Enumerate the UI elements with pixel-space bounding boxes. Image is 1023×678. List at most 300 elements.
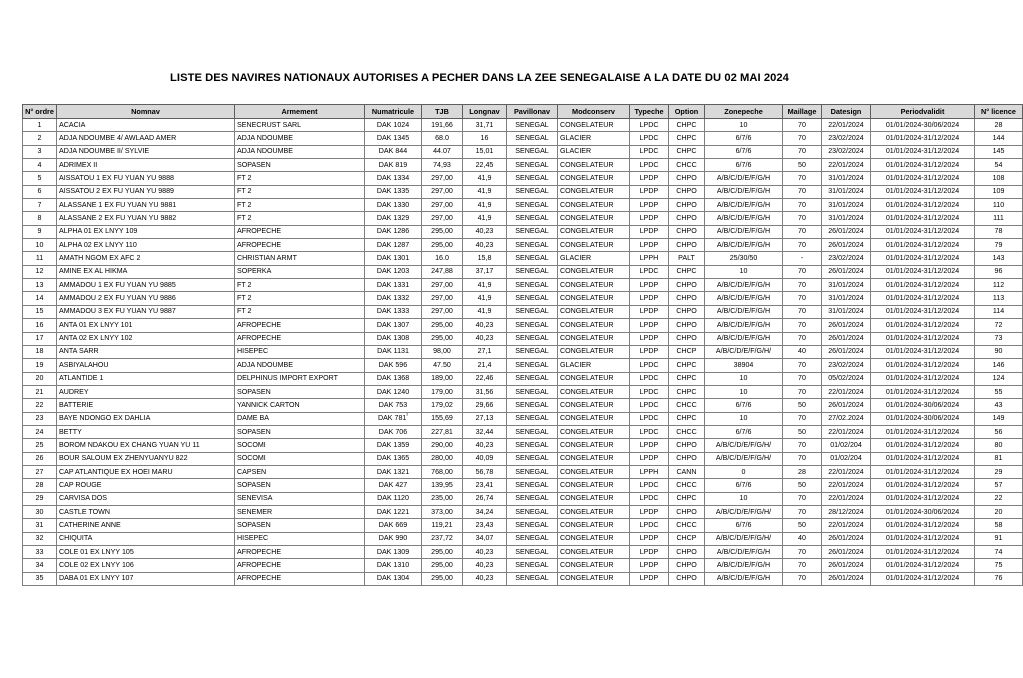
cell-col-licence: 108 xyxy=(975,172,1023,185)
cell-col-typeche: LPDC xyxy=(630,265,669,278)
cell-col-numatricule: DAK 706 xyxy=(365,425,422,438)
cell-col-licence: 110 xyxy=(975,199,1023,212)
cell-col-datesign: 22/01/2024 xyxy=(822,479,871,492)
cell-col-option: CHPC xyxy=(669,145,705,158)
cell-col-datesign: 27/02.2024 xyxy=(822,412,871,425)
cell-col-maillage: 70 xyxy=(783,385,822,398)
cell-col-licence: 91 xyxy=(975,532,1023,545)
cell-col-pavillonav: SENEGAL xyxy=(507,119,558,132)
cell-col-modconserv: CONGELATEUR xyxy=(558,265,630,278)
cell-col-longnav: 40,09 xyxy=(463,452,507,465)
cell-col-pavillonav: SENEGAL xyxy=(507,412,558,425)
cell-col-modconserv: CONGELATEUR xyxy=(558,519,630,532)
cell-col-longnav: 40,23 xyxy=(463,572,507,585)
cell-col-numatricule: DAK 669 xyxy=(365,519,422,532)
cell-col-licence: 114 xyxy=(975,305,1023,318)
cell-col-licence: 112 xyxy=(975,279,1023,292)
cell-col-numatricule: DAK 1221 xyxy=(365,505,422,518)
cell-col-nomnav: AMINE EX AL HIKMA xyxy=(57,265,235,278)
cell-col-pavillonav: SENEGAL xyxy=(507,559,558,572)
cell-col-modconserv: CONGELATEUR xyxy=(558,279,630,292)
cell-col-longnav: 34,24 xyxy=(463,505,507,518)
cell-col-longnav: 56,78 xyxy=(463,465,507,478)
cell-col-longnav: 41,9 xyxy=(463,172,507,185)
cell-col-pavillonav: SENEGAL xyxy=(507,225,558,238)
cell-col-licence: 74 xyxy=(975,546,1023,559)
cell-col-maillage: 70 xyxy=(783,319,822,332)
table-row xyxy=(23,119,1023,132)
cell-col-datesign: 31/01/2024 xyxy=(822,172,871,185)
cell-col-tjb: 47.50 xyxy=(422,359,463,372)
cell-col-ordre: 21 xyxy=(23,385,57,398)
cell-col-datesign: 26/01/2024 xyxy=(822,546,871,559)
cell-col-modconserv: CONGELATEUR xyxy=(558,385,630,398)
cell-col-armement: DAME BA xyxy=(235,412,365,425)
cell-col-pavillonav: SENEGAL xyxy=(507,159,558,172)
cell-col-typeche: LPDC xyxy=(630,119,669,132)
cell-col-numatricule: DAK 1131 xyxy=(365,345,422,358)
cell-col-pavillonav: SENEGAL xyxy=(507,265,558,278)
cell-col-numatricule: DAK 1240 xyxy=(365,385,422,398)
cell-col-datesign: 23/02/2024 xyxy=(822,359,871,372)
cell-col-zonepeche: 6/7/6 xyxy=(705,132,783,145)
cell-col-periodvalidit: 01/01/2024-31/12/2024 xyxy=(871,212,975,225)
cell-col-zonepeche: 0 xyxy=(705,465,783,478)
cell-col-pavillonav: SENEGAL xyxy=(507,199,558,212)
cell-col-option: CHCP xyxy=(669,345,705,358)
cell-col-tjb: 16.0 xyxy=(422,252,463,265)
cell-col-licence: 144 xyxy=(975,132,1023,145)
cell-col-pavillonav: SENEGAL xyxy=(507,385,558,398)
cell-col-option: CHPO xyxy=(669,199,705,212)
cell-col-periodvalidit: 01/01/2024-31/12/2024 xyxy=(871,145,975,158)
table-row xyxy=(23,572,1023,585)
cell-col-periodvalidit: 01/01/2024-31/12/2024 xyxy=(871,225,975,238)
cell-col-numatricule: DAK 1329 xyxy=(365,212,422,225)
cell-col-armement: SOPERKA xyxy=(235,265,365,278)
cell-col-modconserv: CONGELATEUR xyxy=(558,119,630,132)
cell-col-option: CHPO xyxy=(669,185,705,198)
cell-col-option: CHPC xyxy=(669,412,705,425)
cell-col-option: CHPC xyxy=(669,359,705,372)
cell-col-tjb: 179,00 xyxy=(422,385,463,398)
cell-col-nomnav: COLE 02 EX LNYY 106 xyxy=(57,559,235,572)
cell-col-nomnav: ALASSANE 2 EX FU YUAN YU 9882 xyxy=(57,212,235,225)
cell-col-option: CHCC xyxy=(669,159,705,172)
cell-col-tjb: 295,00 xyxy=(422,239,463,252)
cell-col-pavillonav: SENEGAL xyxy=(507,132,558,145)
cell-col-typeche: LPDC xyxy=(630,372,669,385)
cell-col-option: PALT xyxy=(669,252,705,265)
cell-col-typeche: LPDP xyxy=(630,279,669,292)
cell-col-ordre: 28 xyxy=(23,479,57,492)
cell-col-nomnav: ATLANTIDE 1 xyxy=(57,372,235,385)
cell-col-option: CHPO xyxy=(669,546,705,559)
table-header-col-maillage[interactable]: Maillage xyxy=(783,105,822,119)
cell-col-datesign: 22/01/2024 xyxy=(822,465,871,478)
table-row xyxy=(23,519,1023,532)
cell-col-maillage: 70 xyxy=(783,292,822,305)
cell-col-numatricule: DAK 819 xyxy=(365,159,422,172)
cell-col-maillage: 70 xyxy=(783,279,822,292)
cell-col-armement: CHRISTIAN ARMT xyxy=(235,252,365,265)
cell-col-tjb: 189,00 xyxy=(422,372,463,385)
table-header-col-periodvalidit[interactable]: Periodvalidit xyxy=(871,105,975,119)
cell-col-zonepeche: 6/7/6 xyxy=(705,399,783,412)
cell-col-licence: 73 xyxy=(975,332,1023,345)
cell-col-longnav: 31,56 xyxy=(463,385,507,398)
cell-col-longnav: 31,71 xyxy=(463,119,507,132)
cell-col-option: CHPC xyxy=(669,132,705,145)
cell-col-tjb: 179,02 xyxy=(422,399,463,412)
cell-col-nomnav: ACACIA xyxy=(57,119,235,132)
cell-col-periodvalidit: 01/01/2024-31/12/2024 xyxy=(871,159,975,172)
cell-col-periodvalidit: 01/01/2024-31/12/2024 xyxy=(871,292,975,305)
cell-col-maillage: 70 xyxy=(783,546,822,559)
cell-col-typeche: LPDP xyxy=(630,559,669,572)
cell-col-numatricule: DAK 1368 xyxy=(365,372,422,385)
cell-col-nomnav: AUDREY xyxy=(57,385,235,398)
cell-col-ordre: 29 xyxy=(23,492,57,505)
cell-col-ordre: 31 xyxy=(23,519,57,532)
table-header-col-pavillonav[interactable]: Pavillonav xyxy=(507,105,558,119)
cell-col-modconserv: CONGELATEUR xyxy=(558,572,630,585)
table-header-col-ordre[interactable]: N° ordre xyxy=(23,105,57,119)
cell-col-option: CHPC xyxy=(669,372,705,385)
cell-col-ordre: 4 xyxy=(23,159,57,172)
cell-col-datesign: 26/01/2024 xyxy=(822,319,871,332)
cell-col-licence: 113 xyxy=(975,292,1023,305)
cell-col-modconserv: CONGELATEUR xyxy=(558,372,630,385)
cell-col-numatricule: DAK 1331 xyxy=(365,279,422,292)
cell-col-armement: FT 2 xyxy=(235,292,365,305)
cell-col-option: CHPO xyxy=(669,292,705,305)
cell-col-armement: AFROPECHE xyxy=(235,546,365,559)
cell-col-pavillonav: SENEGAL xyxy=(507,239,558,252)
cell-col-maillage: 28 xyxy=(783,465,822,478)
cell-col-datesign: 23/02/2024 xyxy=(822,132,871,145)
cell-col-periodvalidit: 01/01/2024-31/12/2024 xyxy=(871,492,975,505)
cell-col-typeche: LPPH xyxy=(630,252,669,265)
cell-col-ordre: 8 xyxy=(23,212,57,225)
table-row xyxy=(23,505,1023,518)
cell-col-pavillonav: SENEGAL xyxy=(507,185,558,198)
cell-col-zonepeche: A/B/C/D/E/F/G/H xyxy=(705,546,783,559)
cell-col-tjb: 139,95 xyxy=(422,479,463,492)
cell-col-typeche: LPDC xyxy=(630,479,669,492)
cell-col-tjb: 295,00 xyxy=(422,332,463,345)
cell-col-licence: 22 xyxy=(975,492,1023,505)
table-row xyxy=(23,492,1023,505)
cell-col-periodvalidit: 01/01/2024-31/12/2024 xyxy=(871,265,975,278)
cell-col-nomnav: CAP ROUGE xyxy=(57,479,235,492)
cell-col-numatricule: DAK 1359 xyxy=(365,439,422,452)
cell-col-modconserv: CONGELATEUR xyxy=(558,292,630,305)
cell-col-nomnav: ALPHA 02 EX LNYY 110 xyxy=(57,239,235,252)
cell-col-maillage: 50 xyxy=(783,519,822,532)
cell-col-armement: AFROPECHE xyxy=(235,319,365,332)
cell-col-nomnav: BOUR SALOUM EX ZHENYUANYU 822 xyxy=(57,452,235,465)
table-row xyxy=(23,319,1023,332)
cell-col-numatricule: DAK 844 xyxy=(365,145,422,158)
cell-col-armement: ADJA NDOUMBE xyxy=(235,145,365,158)
cell-col-nomnav: COLE 01 EX LNYY 105 xyxy=(57,546,235,559)
cell-col-pavillonav: SENEGAL xyxy=(507,372,558,385)
cell-col-modconserv: CONGELATEUR xyxy=(558,185,630,198)
table-header-col-zonepeche[interactable]: Zonepeche xyxy=(705,105,783,119)
cell-col-licence: 20 xyxy=(975,505,1023,518)
table-row xyxy=(23,425,1023,438)
cell-col-armement: AFROPECHE xyxy=(235,559,365,572)
cell-col-longnav: 16 xyxy=(463,132,507,145)
cell-col-option: CHPO xyxy=(669,332,705,345)
table-header-col-armement[interactable]: Armement xyxy=(235,105,365,119)
cell-col-typeche: LPDC xyxy=(630,425,669,438)
cell-col-datesign: 22/01/2024 xyxy=(822,159,871,172)
cell-col-option: CHPO xyxy=(669,439,705,452)
cell-col-typeche: LPDP xyxy=(630,319,669,332)
cell-col-modconserv: CONGELATEUR xyxy=(558,239,630,252)
cell-col-pavillonav: SENEGAL xyxy=(507,145,558,158)
cell-col-licence: 109 xyxy=(975,185,1023,198)
cell-col-datesign: 31/01/2024 xyxy=(822,305,871,318)
table-body xyxy=(23,119,1023,586)
cell-col-numatricule: DAK 1024 xyxy=(365,119,422,132)
cell-col-longnav: 27,13 xyxy=(463,412,507,425)
cell-col-licence: 124 xyxy=(975,372,1023,385)
cell-col-longnav: 21,4 xyxy=(463,359,507,372)
cell-col-nomnav: ANTA 01 EX LNYY 101 xyxy=(57,319,235,332)
cell-col-licence: 28 xyxy=(975,119,1023,132)
cell-col-maillage: 70 xyxy=(783,332,822,345)
cell-col-pavillonav: SENEGAL xyxy=(507,492,558,505)
cell-col-nomnav: ADJA NDOUMBE II/ SYLVIE xyxy=(57,145,235,158)
cell-col-periodvalidit: 01/01/2024-30/06/2024 xyxy=(871,119,975,132)
cell-col-armement: FT 2 xyxy=(235,172,365,185)
cell-col-zonepeche: A/B/C/D/E/F/G/H xyxy=(705,239,783,252)
cell-col-zonepeche: A/B/C/D/E/F/G/H xyxy=(705,185,783,198)
cell-col-typeche: LPDC xyxy=(630,412,669,425)
cell-col-datesign: 26/01/2024 xyxy=(822,345,871,358)
cell-col-maillage: 70 xyxy=(783,572,822,585)
cell-col-armement: HISEPEC xyxy=(235,345,365,358)
table-row xyxy=(23,212,1023,225)
cell-col-ordre: 30 xyxy=(23,505,57,518)
cell-col-armement: SOPASEN xyxy=(235,425,365,438)
table-row xyxy=(23,199,1023,212)
cell-col-numatricule: DAK 1310 xyxy=(365,559,422,572)
cell-col-option: CHPO xyxy=(669,559,705,572)
cell-col-nomnav: ALASSANE 1 EX FU YUAN YU 9881 xyxy=(57,199,235,212)
vessels-table-container xyxy=(22,104,1016,586)
cell-col-option: CHPO xyxy=(669,279,705,292)
cell-col-licence: 111 xyxy=(975,212,1023,225)
cell-col-maillage: 70 xyxy=(783,185,822,198)
cell-col-maillage: 70 xyxy=(783,212,822,225)
cell-col-modconserv: CONGELATEUR xyxy=(558,452,630,465)
cell-col-maillage: 70 xyxy=(783,239,822,252)
cell-col-maillage: 70 xyxy=(783,265,822,278)
cell-col-zonepeche: 6/7/6 xyxy=(705,519,783,532)
cell-col-nomnav: BAYE NDONGO EX DAHLIA xyxy=(57,412,235,425)
cell-col-option: CHPC xyxy=(669,385,705,398)
table-header-col-datesign[interactable]: Datesign xyxy=(822,105,871,119)
cell-col-modconserv: CONGELATEUR xyxy=(558,225,630,238)
cell-col-option: CHCC xyxy=(669,479,705,492)
cell-col-numatricule: DAK 1203 xyxy=(365,265,422,278)
cell-col-modconserv: CONGELATEUR xyxy=(558,425,630,438)
cell-col-ordre: 18 xyxy=(23,345,57,358)
cell-col-pavillonav: SENEGAL xyxy=(507,292,558,305)
cell-col-zonepeche: 10 xyxy=(705,412,783,425)
cell-col-nomnav: ANTA 02 EX LNYY 102 xyxy=(57,332,235,345)
cell-col-tjb: 227,81 xyxy=(422,425,463,438)
cell-col-typeche: LPDP xyxy=(630,546,669,559)
cell-col-numatricule: DAK 1309 xyxy=(365,546,422,559)
cell-col-modconserv: CONGELATEUR xyxy=(558,345,630,358)
cell-col-modconserv: CONGELATEUR xyxy=(558,546,630,559)
table-header-col-option[interactable]: Option xyxy=(669,105,705,119)
table-header-col-licence[interactable]: N° licence xyxy=(975,105,1023,119)
cell-col-typeche: LPDP xyxy=(630,225,669,238)
cell-col-periodvalidit: 01/01/2024-30/06/2024 xyxy=(871,505,975,518)
cell-col-option: CHPO xyxy=(669,305,705,318)
cell-col-tjb: 191,66 xyxy=(422,119,463,132)
cell-col-numatricule: DAK 1286 xyxy=(365,225,422,238)
cell-col-numatricule: DAK 1345 xyxy=(365,132,422,145)
cell-col-nomnav: AMMADOU 2 EX FU YUAN YU 9886 xyxy=(57,292,235,305)
cell-col-typeche: LPDC xyxy=(630,519,669,532)
cell-col-periodvalidit: 01/01/2024-31/12/2024 xyxy=(871,199,975,212)
cell-col-tjb: 155,69 xyxy=(422,412,463,425)
cell-col-pavillonav: SENEGAL xyxy=(507,305,558,318)
cell-col-longnav: 29,66 xyxy=(463,399,507,412)
cell-col-numatricule: DAK 1332 xyxy=(365,292,422,305)
cell-col-licence: 78 xyxy=(975,225,1023,238)
cell-col-modconserv: CONGELATEUR xyxy=(558,159,630,172)
table-row xyxy=(23,185,1023,198)
cell-col-maillage: 70 xyxy=(783,559,822,572)
cell-col-longnav: 41,9 xyxy=(463,305,507,318)
cell-col-numatricule: DAK 1301 xyxy=(365,252,422,265)
cell-col-licence: 90 xyxy=(975,345,1023,358)
cell-col-nomnav: BETTY xyxy=(57,425,235,438)
cell-col-zonepeche: 10 xyxy=(705,119,783,132)
cell-col-modconserv: CONGELATEUR xyxy=(558,319,630,332)
cell-col-periodvalidit: 01/01/2024-31/12/2024 xyxy=(871,172,975,185)
cell-col-nomnav: AMATH NGOM EX AFC 2 xyxy=(57,252,235,265)
cell-col-typeche: LPDC xyxy=(630,132,669,145)
vessels-table xyxy=(22,104,1023,586)
cell-col-armement: ADJA NDOUMBE xyxy=(235,132,365,145)
table-header-col-numatricule[interactable]: Numatricule xyxy=(365,105,422,119)
table-header-col-modconserv[interactable]: Modconserv xyxy=(558,105,630,119)
cell-col-ordre: 33 xyxy=(23,546,57,559)
table-row xyxy=(23,412,1023,425)
cell-col-numatricule: DAK 1333 xyxy=(365,305,422,318)
cell-col-nomnav: BATTERIE xyxy=(57,399,235,412)
table-row xyxy=(23,465,1023,478)
cell-col-armement: SOCOMI xyxy=(235,439,365,452)
cell-col-pavillonav: SENEGAL xyxy=(507,332,558,345)
table-row xyxy=(23,532,1023,545)
cell-col-periodvalidit: 01/01/2024-31/12/2024 xyxy=(871,439,975,452)
cell-col-datesign: 31/01/2024 xyxy=(822,185,871,198)
cell-col-datesign: 23/02/2024 xyxy=(822,252,871,265)
cell-col-nomnav: CARVISA DOS xyxy=(57,492,235,505)
cell-col-nomnav: CAP ATLANTIQUE EX HOEI MARU xyxy=(57,465,235,478)
table-header-col-typeche[interactable]: Typeche xyxy=(630,105,669,119)
cell-col-ordre: 19 xyxy=(23,359,57,372)
table-header-row xyxy=(23,105,1023,119)
cell-col-option: CHPC xyxy=(669,492,705,505)
cell-col-pavillonav: SENEGAL xyxy=(507,532,558,545)
cell-col-typeche: LPDP xyxy=(630,212,669,225)
cell-col-periodvalidit: 01/01/2024-31/12/2024 xyxy=(871,519,975,532)
cell-col-datesign: 26/01/2024 xyxy=(822,265,871,278)
cell-col-modconserv: CONGELATEUR xyxy=(558,172,630,185)
table-header-col-tjb[interactable]: TJB xyxy=(422,105,463,119)
cell-col-zonepeche: A/B/C/D/E/F/G/H xyxy=(705,279,783,292)
cell-col-maillage: 70 xyxy=(783,359,822,372)
cell-col-maillage: 70 xyxy=(783,505,822,518)
cell-col-pavillonav: SENEGAL xyxy=(507,399,558,412)
table-row xyxy=(23,239,1023,252)
table-header-col-nomnav[interactable]: Nomnav xyxy=(57,105,235,119)
cell-col-modconserv: CONGELATEUR xyxy=(558,532,630,545)
cell-col-zonepeche: 10 xyxy=(705,385,783,398)
cell-col-numatricule: DAK 1365 xyxy=(365,452,422,465)
cell-col-tjb: 237,72 xyxy=(422,532,463,545)
cell-col-zonepeche: A/B/C/D/E/F/G/H xyxy=(705,305,783,318)
cell-col-modconserv: CONGELATEUR xyxy=(558,199,630,212)
cell-col-maillage: 40 xyxy=(783,532,822,545)
cell-col-longnav: 41,9 xyxy=(463,279,507,292)
cell-col-option: CHPO xyxy=(669,452,705,465)
table-row xyxy=(23,345,1023,358)
cell-col-longnav: 34,07 xyxy=(463,532,507,545)
cell-col-armement: YANNICK CARTON xyxy=(235,399,365,412)
cell-col-datesign: 26/01/2024 xyxy=(822,559,871,572)
cell-col-longnav: 40,23 xyxy=(463,239,507,252)
cell-col-tjb: 297,00 xyxy=(422,279,463,292)
cell-col-periodvalidit: 01/01/2024-31/12/2024 xyxy=(871,425,975,438)
cell-col-tjb: 68.0 xyxy=(422,132,463,145)
cell-col-numatricule: DAK 1334 xyxy=(365,172,422,185)
cell-col-modconserv: CONGELATEUR xyxy=(558,332,630,345)
cell-col-nomnav: CATHERINE ANNE xyxy=(57,519,235,532)
cell-col-datesign: 26/01/2024 xyxy=(822,332,871,345)
cell-col-tjb: 297,00 xyxy=(422,305,463,318)
cell-col-licence: 81 xyxy=(975,452,1023,465)
cell-col-pavillonav: SENEGAL xyxy=(507,279,558,292)
cell-col-pavillonav: SENEGAL xyxy=(507,465,558,478)
cell-col-longnav: 27,1 xyxy=(463,345,507,358)
table-row xyxy=(23,305,1023,318)
cell-col-maillage: - xyxy=(783,252,822,265)
cell-col-pavillonav: SENEGAL xyxy=(507,359,558,372)
cell-col-zonepeche: 10 xyxy=(705,372,783,385)
cell-col-longnav: 23,43 xyxy=(463,519,507,532)
cell-col-longnav: 40,23 xyxy=(463,332,507,345)
cell-col-option: CHPO xyxy=(669,239,705,252)
cell-col-option: CANN xyxy=(669,465,705,478)
cell-col-typeche: LPDP xyxy=(630,345,669,358)
table-header-col-longnav[interactable]: Longnav xyxy=(463,105,507,119)
cell-col-zonepeche: A/B/C/D/E/F/G/H xyxy=(705,319,783,332)
cell-col-numatricule: DAK 427 xyxy=(365,479,422,492)
cell-col-longnav: 26,74 xyxy=(463,492,507,505)
